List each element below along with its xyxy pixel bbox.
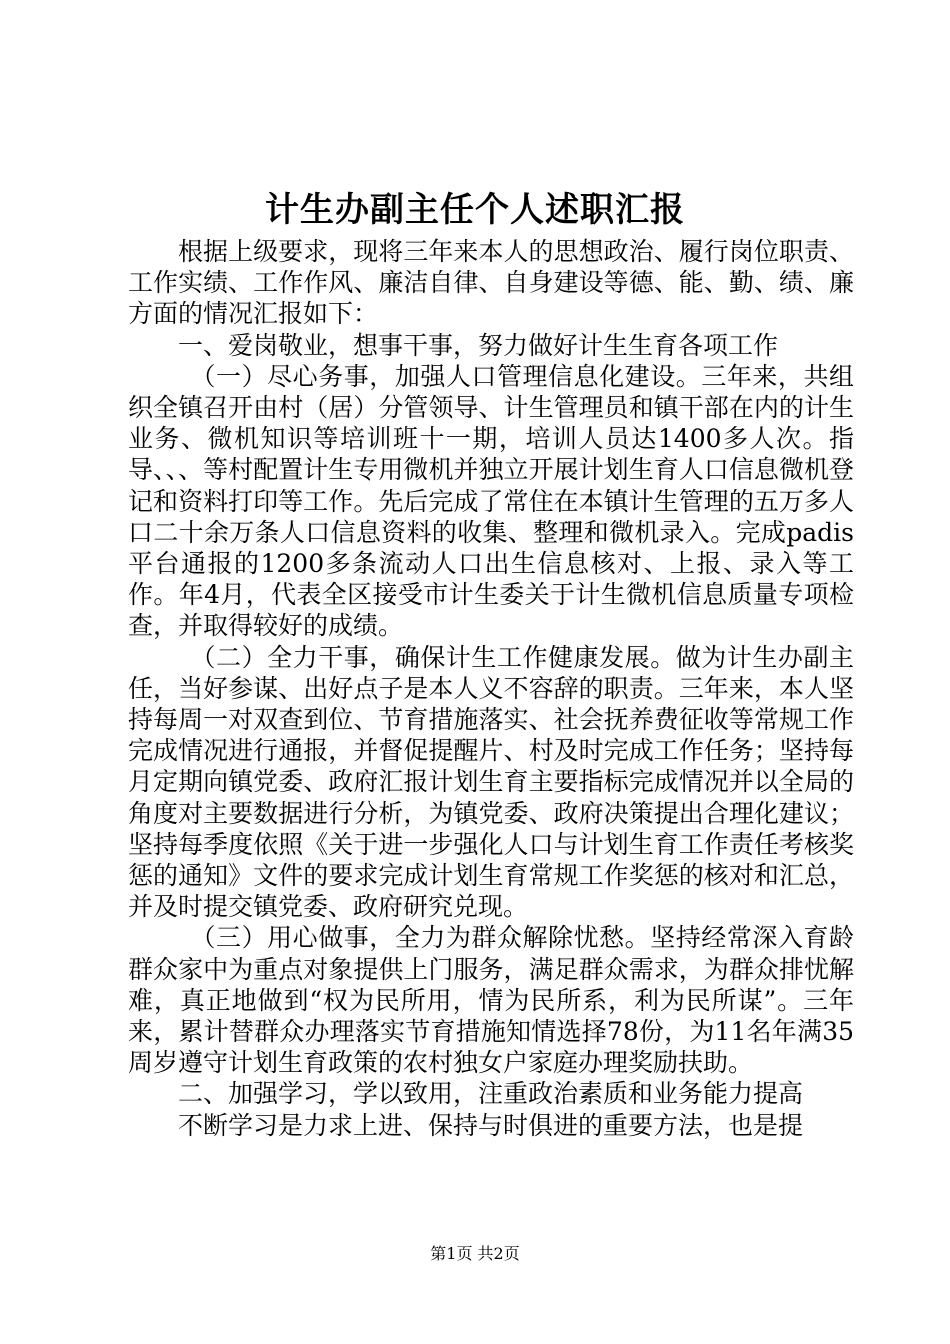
document-body [128, 236, 854, 1141]
paragraph-section-1-item-3: （三）用心做事，全力为群众解除忧愁。坚持经常深入育龄群众家中为重点对象提供上门服务，满足群众需求，为群众排忧解难，真正地做到“权为民所用，情为民所系，利为民所谋”。三年来，累计替群众办理落实节育措施知情选择78份，为11名年满35周岁遵守计划生育政策的农村独女户家庭办理奖励扶助。 [128, 923, 854, 1078]
heading-section-1: 一、爱岗敬业，想事干事，努力做好计生生育各项工作 [178, 330, 779, 360]
paragraph-intro: 根据上级要求，现将三年来本人的思想政治、履行岗位职责、工作实绩、工作作风、廉洁自律、自身建设等德、能、勤、绩、廉方面的情况汇报如下： [128, 237, 854, 329]
heading-section-2: 二、加强学习，学以致用，注重政治素质和业务能力提高 [178, 1079, 804, 1109]
document-title: 计生办副主任个人述职汇报 [265, 190, 685, 230]
page-footer: 第1页 共2页 [430, 1244, 520, 1263]
paragraph-section-2-start: 不断学习是力求上进、保持与时俱进的重要方法，也是提 [178, 1110, 804, 1140]
paragraph-section-1-item-1: （一）尽心务事，加强人口管理信息化建设。三年来，共组织全镇召开由村（居）分管领导、计生管理员和镇干部在内的计生业务、微机知识等培训班十一期，培训人员达1400多人次。指导、、、等村配置计生专用微机并独立开展计划生育人口信息微机登记和资料打印等工作。先后完成了常住在本镇计生管理的五万多人口二十余万条人口信息资料的收集、整理和微机录入。完成padis平台通报的1200多条流动人口出生信息核对、上报、录入等工作。年4月，代表全区接受市计生委关于计生微机信息质量专项检查，并取得较好的成绩。 [128, 361, 854, 641]
paragraph-section-1-item-2: （二）全力干事，确保计生工作健康发展。做为计生办副主任，当好参谋、出好点子是本人义不容辞的职责。三年来，本人坚持每周一对双查到位、节育措施落实、社会抚养费征收等常规工作完成情况进行通报，并督促提醒片、村及时完成工作任务；坚持每月定期向镇党委、政府汇报计划生育主要指标完成情况并以全局的角度对主要数据进行分析，为镇党委、政府决策提出合理化建议；坚持每季度依照《关于进一步强化人口与计划生育工作责任考核奖惩的通知》文件的要求完成计划生育常规工作奖惩的核对和汇总，并及时提交镇党委、政府研究兑现。 [128, 642, 854, 922]
